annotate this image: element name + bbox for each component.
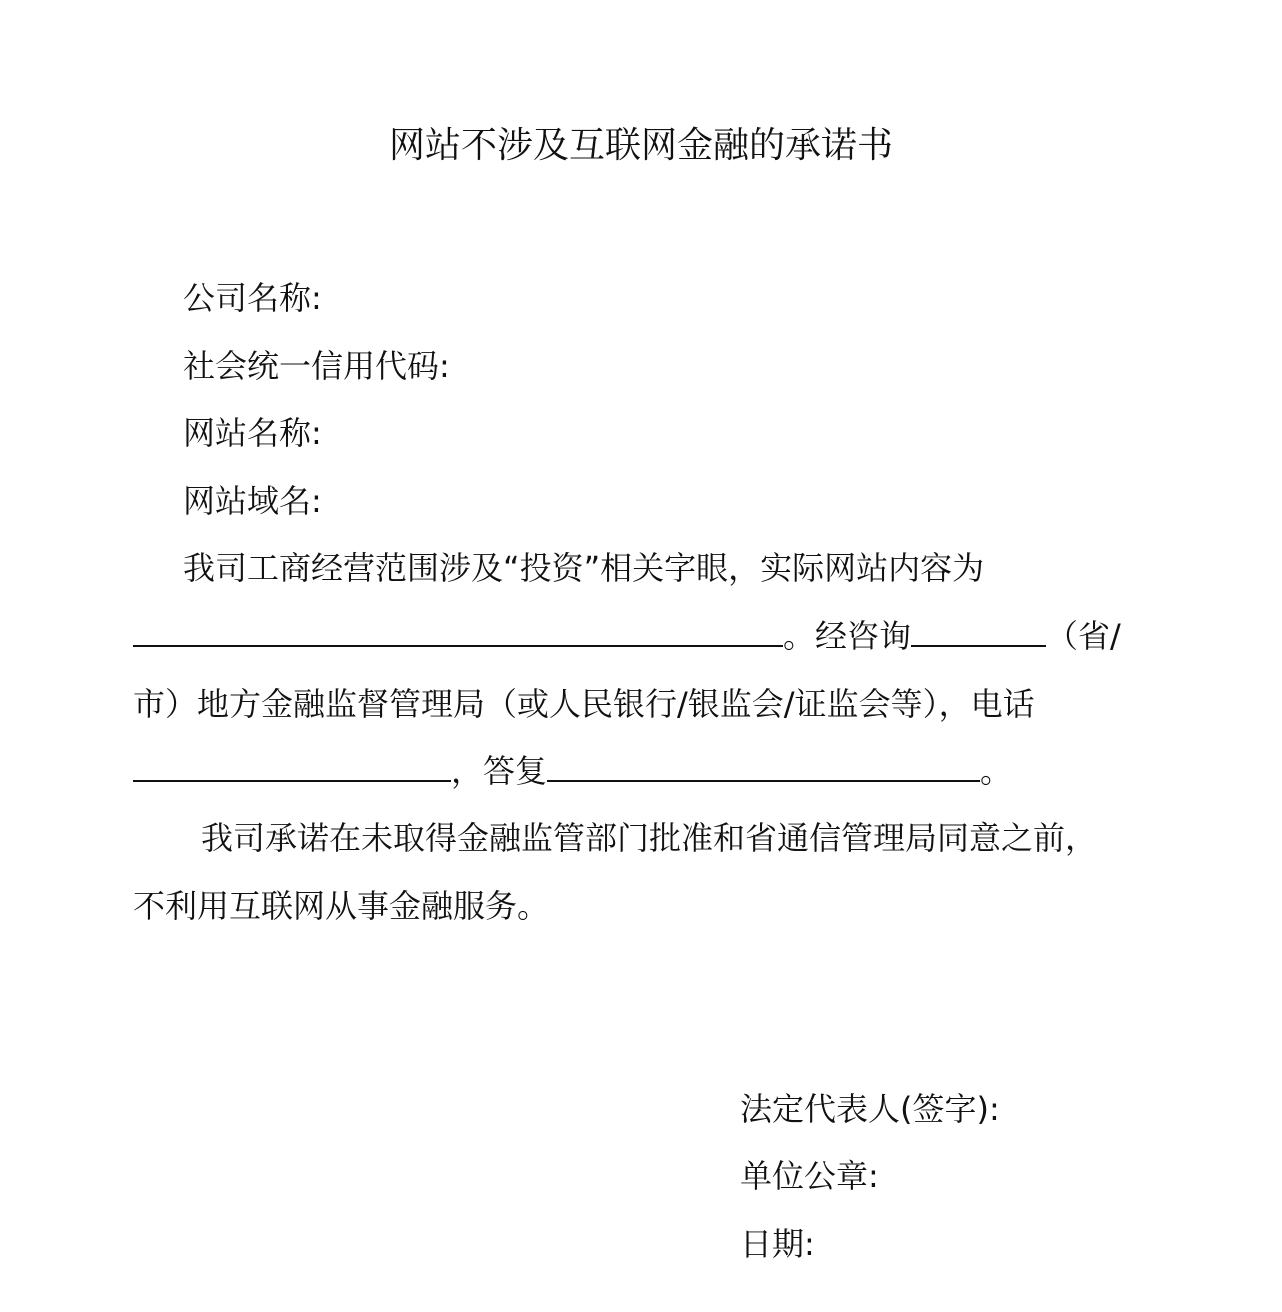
- date-label: 日期:: [740, 1225, 815, 1263]
- legal-representative-signature-label: 法定代表人(签字):: [740, 1090, 1000, 1128]
- site-name-label: 网站名称:: [183, 414, 322, 452]
- website-content-blank: [133, 615, 783, 647]
- statement-line-4-text-b: 。: [980, 752, 1013, 790]
- commitment-line-1: 我司承诺在未取得金融监管部门批准和省通信管理局同意之前，: [201, 819, 1098, 857]
- province-blank: [911, 615, 1046, 647]
- phone-blank: [133, 750, 451, 782]
- statement-line-4: [133, 749, 1012, 793]
- company-name-label: 公司名称:: [183, 279, 322, 317]
- credit-code-label: 社会统一信用代码:: [183, 347, 450, 385]
- document-title: 网站不涉及互联网金融的承诺书: [388, 125, 893, 166]
- statement-line-2-text-b: （省/: [1046, 617, 1121, 655]
- reply-blank: [547, 750, 980, 782]
- statement-line-2-text-a: 。经咨询: [783, 617, 912, 655]
- statement-line-2: [133, 614, 1121, 658]
- company-seal-label: 单位公章:: [740, 1157, 879, 1195]
- commitment-line-2: 不利用互联网从事金融服务。: [133, 887, 550, 925]
- statement-line-4-text-a: ，答复: [451, 752, 548, 790]
- site-domain-label: 网站域名:: [183, 482, 322, 520]
- statement-line-3: 市）地方金融监督管理局（或人民银行/银监会/证监会等），电话: [133, 685, 1035, 723]
- statement-line-1: 我司工商经营范围涉及“投资”相关字眼，实际网站内容为: [183, 549, 985, 587]
